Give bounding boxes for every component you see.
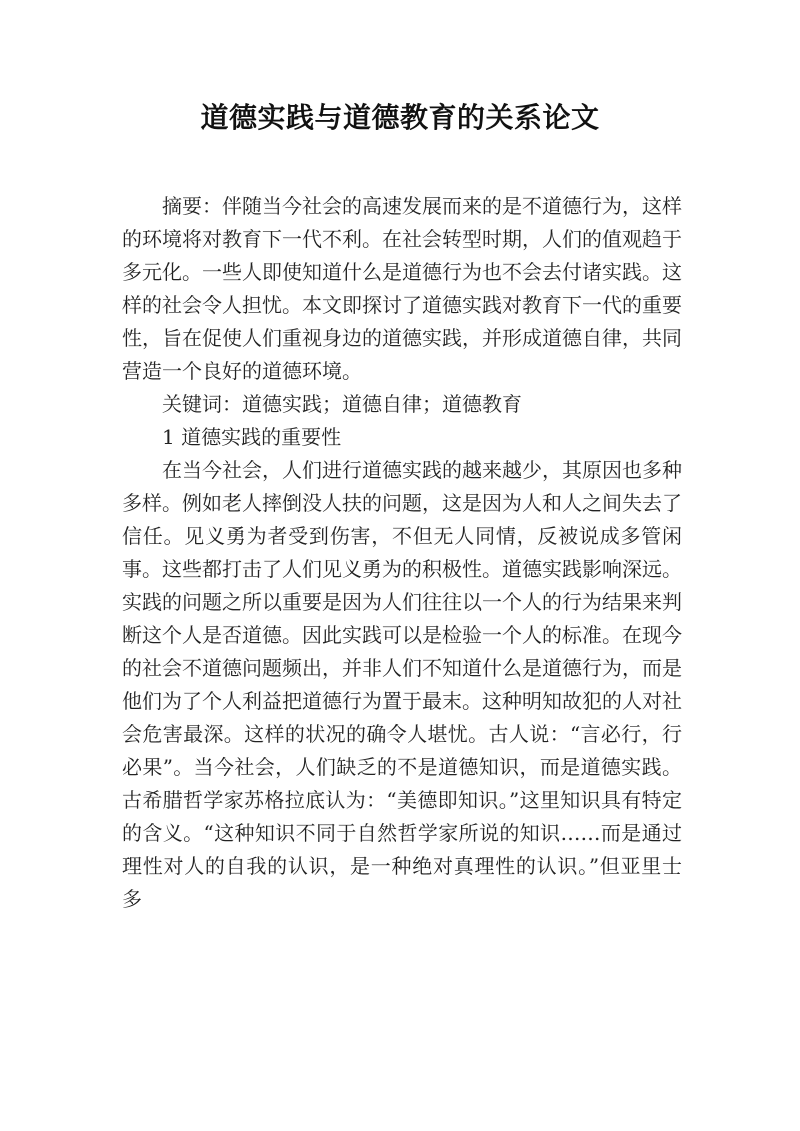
document-body: [122, 190, 682, 916]
document-title: 道德实践与道德教育的关系论文: [200, 101, 600, 134]
section-heading: 1 道德实践的重要性: [162, 425, 342, 449]
section-paragraph: 在当今社会，人们进行道德实践的越来越少，其原因也多种多样。例如老人摔倒没人扶的问题，这是因为人和人之间失去了信任。见义勇为者受到伤害，不但无人同情，反被说成多管闲事。这些都打击了人们见义勇为的积极性。道德实践影响深远。实践的问题之所以重要是因为人们往往以一个人的行为结果来判断这个人是否道德。因此实践可以是检验一个人的标准。在现今的社会不道德问题频出，并非人们不知道什么是道德行为，而是他们为了个人利益把道德行为置于最末。这种明知故犯的人对社会危害最深。这样的状况的确令人堪忧。古人说：“言必行，行必果”。当今社会，人们缺乏的不是道德知识，而是道德实践。古希腊哲学家苏格拉底认为：“美德即知识。”这里知识具有特定的含义。“这种知识不同于自然哲学家所说的知识……而是通过理性对人的自我的认识，是一种绝对真理性的认识。”但亚里士多: [122, 458, 682, 911]
keywords-paragraph: 关键词：道德实践；道德自律；道德教育: [162, 392, 522, 416]
abstract-paragraph: 摘要：伴随当今社会的高速发展而来的是不道德行为，这样的环境将对教育下一代不利。在社会转型时期，人们的值观趋于多元化。一些人即使知道什么是道德行为也不会去付诸实践。这样的社会令人担忧。本文即探讨了道德实践对教育下一代的重要性，旨在促使人们重视身边的道德实践，并形成道德自律，共同营造一个良好的道德环境。: [122, 194, 682, 383]
